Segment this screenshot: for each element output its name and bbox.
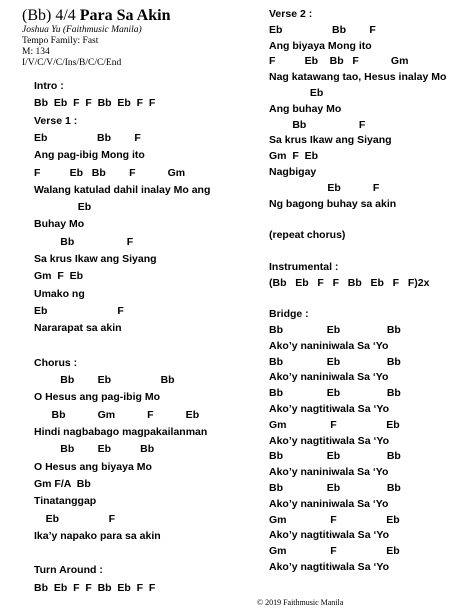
song-line: Ako’y naniniwala Sa ‘Yo xyxy=(269,371,389,384)
song-line: Bb F xyxy=(34,235,134,248)
song-line: Bb Eb F F Bb Eb F F xyxy=(34,97,156,110)
song-line: Ako’y nagtitiwala Sa ‘Yo xyxy=(269,434,390,447)
song-line: Umako ng xyxy=(34,287,85,300)
song-line: Walang katulad dahil inalay Mo ang xyxy=(34,183,211,196)
tempo-bpm: M: 134 xyxy=(22,47,50,57)
song-line: Gm F Eb xyxy=(269,513,400,526)
song-line: Verse 2 : xyxy=(269,8,313,20)
song-line: Gm F/A Bb xyxy=(34,477,91,490)
song-line: Eb F xyxy=(34,304,124,317)
song-line: Nararapat sa akin xyxy=(34,322,122,335)
song-line: Tinatanggap xyxy=(34,495,97,508)
song-line: Ako’y naniniwala Sa ‘Yo xyxy=(269,466,389,479)
song-title: Para Sa Akin xyxy=(79,7,171,24)
song-line: Ang buhay Mo xyxy=(269,102,342,115)
song-line: Ako’y nagtitiwala Sa ‘Yo xyxy=(269,529,390,542)
song-line: Ako’y nagtitiwala Sa ‘Yo xyxy=(269,403,390,415)
copyright-footer: © 2019 Faithmusic Manila xyxy=(257,598,344,607)
song-line: Gm F Eb xyxy=(269,545,400,558)
key-time-signature: (Bb) 4/4 xyxy=(22,7,76,24)
song-line: Eb F xyxy=(34,512,116,525)
song-line: Gm F Eb xyxy=(34,270,84,283)
song-line: Eb xyxy=(34,201,92,214)
song-line: Ng bagong buhay sa akin xyxy=(269,197,397,210)
song-line: Instrumental : xyxy=(269,260,339,273)
song-line: Bb Eb Bb xyxy=(269,355,401,368)
song-line: Hindi nagbabago magpakailanman xyxy=(34,426,208,438)
title-line xyxy=(22,6,262,25)
song-line: Eb xyxy=(269,87,324,99)
song-line: Bridge : xyxy=(269,308,309,321)
song-line: Bb Eb Bb xyxy=(34,443,155,456)
song-line: Intro : xyxy=(34,80,64,92)
song-line: F Eb Bb F Gm xyxy=(34,166,186,179)
song-line: O Hesus ang pag-ibig Mo xyxy=(34,391,161,404)
tempo-family: Tempo Family: Fast xyxy=(22,36,99,46)
song-line: Gm F Eb xyxy=(269,150,319,163)
song-line: Verse 1 : xyxy=(34,114,78,127)
song-line: Bb Eb Bb xyxy=(269,482,401,494)
song-line: Ang biyaya Mong ito xyxy=(269,39,372,52)
song-line: Ako’y naniniwala Sa ‘Yo xyxy=(269,497,389,510)
song-structure: I/V/C/V/C/Ins/B/C/C/End xyxy=(22,58,122,68)
song-line: Nag katawang tao, Hesus inalay Mo xyxy=(269,71,447,84)
song-line: Sa krus Ikaw ang Siyang xyxy=(269,134,392,147)
song-line: Ika’y napako para sa akin xyxy=(34,529,161,542)
song-line: Nagbigay xyxy=(269,166,317,178)
left-column xyxy=(34,80,249,600)
song-line: Sa krus Ikaw ang Siyang xyxy=(34,253,157,265)
right-column xyxy=(269,8,469,588)
song-line: Buhay Mo xyxy=(34,218,85,231)
song-line: Bb Eb Bb xyxy=(269,387,401,400)
song-line: (repeat chorus) xyxy=(269,229,346,242)
song-line: Chorus : xyxy=(34,356,78,369)
song-line: F Eb Bb F Gm xyxy=(269,55,409,68)
song-line: Ako’y naniniwala Sa ‘Yo xyxy=(269,339,389,352)
song-line: Ang pag-ibig Mong ito xyxy=(34,149,145,162)
song-line: Bb Gm F Eb xyxy=(34,408,200,421)
song-line: Bb Eb Bb xyxy=(269,324,401,336)
song-line: Bb F xyxy=(269,118,366,131)
song-line: Turn Around : xyxy=(34,564,103,577)
song-header xyxy=(22,6,262,69)
song-line: Eb F xyxy=(269,181,380,194)
song-line: Bb Eb Bb xyxy=(269,450,401,463)
song-line: Ako’y nagtitiwala Sa ‘Yo xyxy=(269,561,390,573)
song-line: Bb Eb F F Bb Eb F F xyxy=(34,581,156,594)
artist-credit: Joshua Yu (Faithmusic Manila) xyxy=(22,25,142,35)
song-line: Eb Bb F xyxy=(269,23,376,36)
song-line: Gm F Eb xyxy=(269,418,400,431)
song-line: (Bb Eb F F Bb Eb F F)2x xyxy=(269,276,430,289)
song-line: Eb Bb F xyxy=(34,131,141,144)
song-line: O Hesus ang biyaya Mo xyxy=(34,460,152,473)
song-line: Bb Eb Bb xyxy=(34,374,175,387)
